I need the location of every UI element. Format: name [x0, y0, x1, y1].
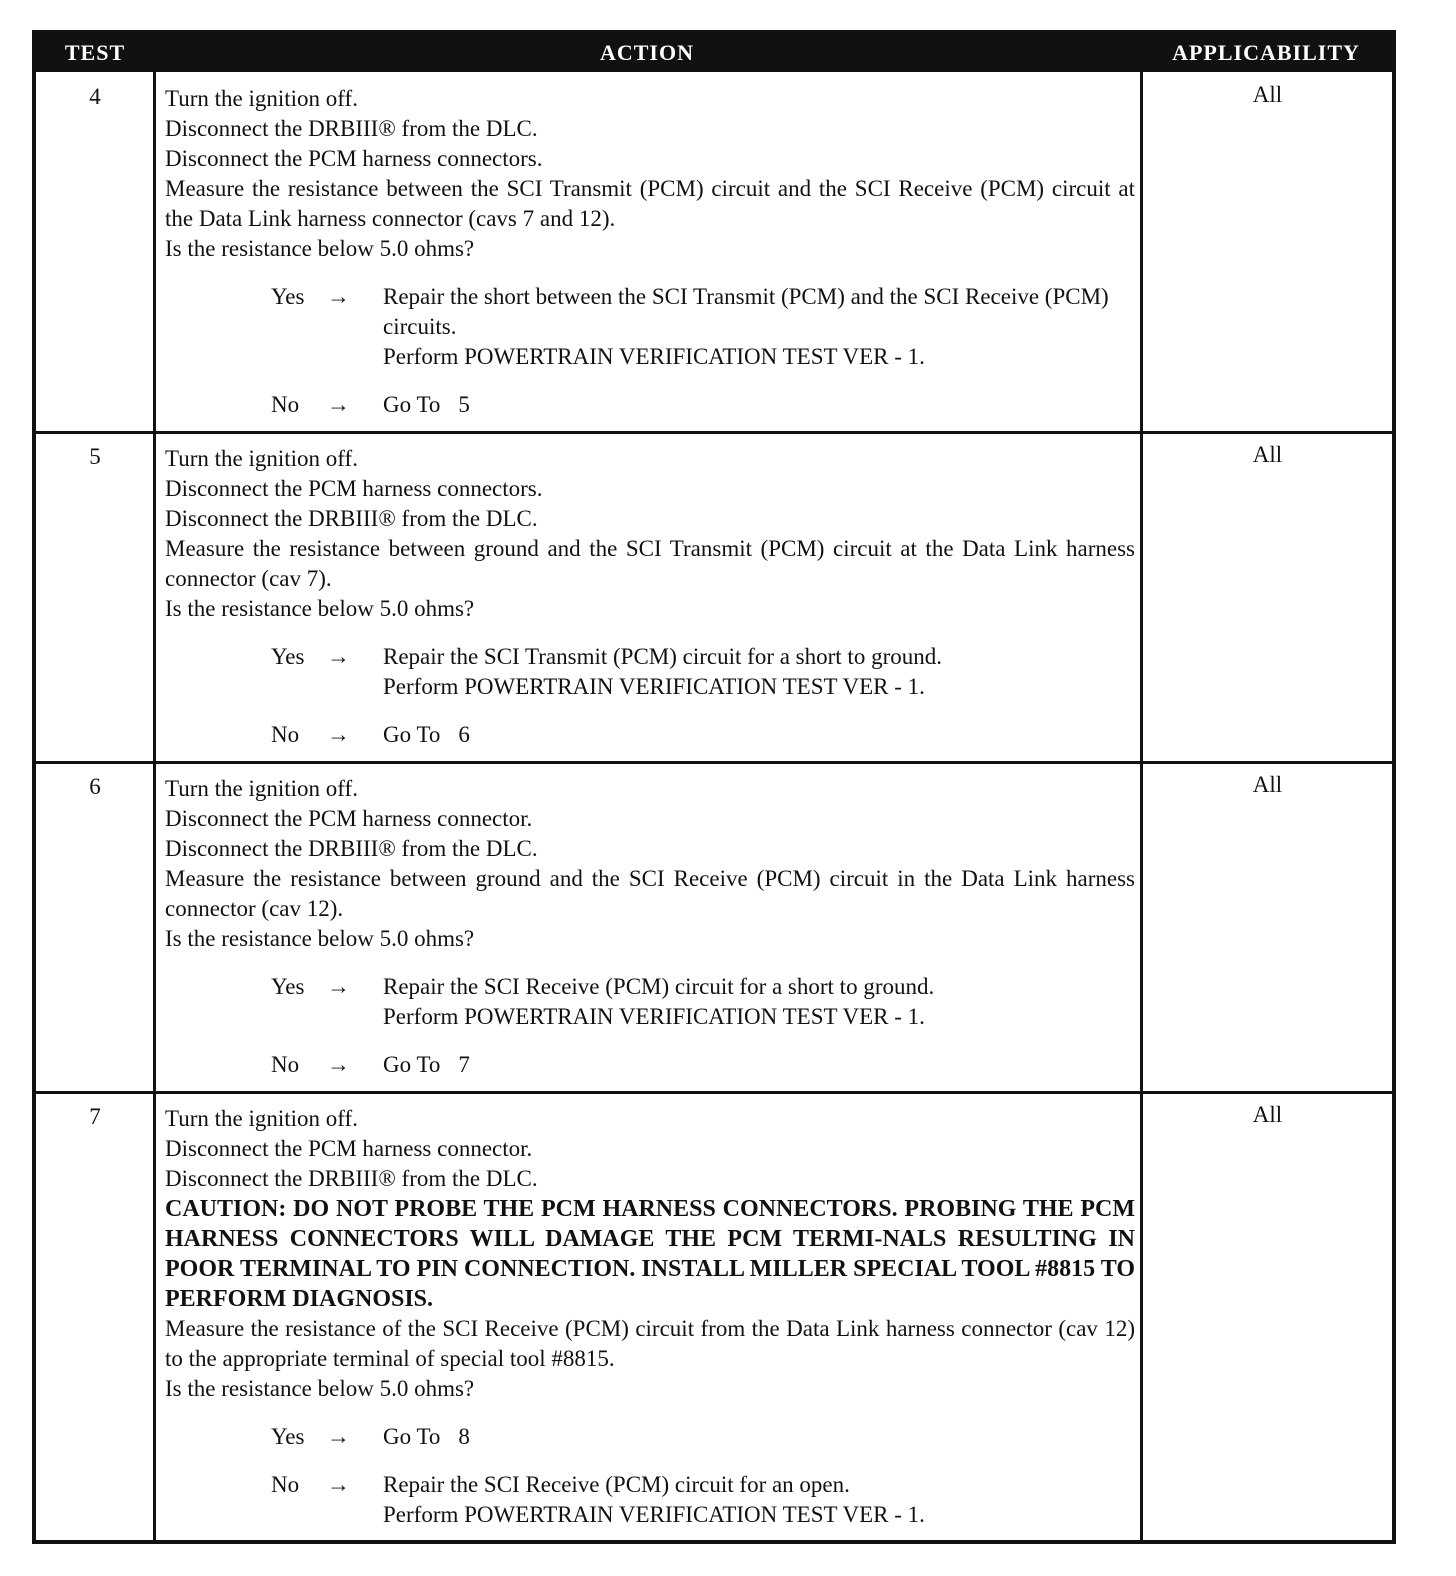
arrow-icon: → — [327, 644, 350, 669]
no-result — [383, 390, 1135, 420]
yes-result-line: Repair the SCI Transmit (PCM) circuit for a short to ground. — [383, 644, 942, 669]
action-question: Is the resistance below 5.0 ohms? — [165, 1376, 475, 1401]
action-step: Measure the resistance between ground and the SCI Receive (PCM) circuit in the Data Link harness connector (cav 12). — [165, 866, 1135, 921]
action-cell — [165, 84, 1135, 420]
test-number: 6 — [89, 774, 101, 799]
no-label: No — [271, 392, 300, 417]
action-step: Measure the resistance between ground and the SCI Transmit (PCM) circuit at the Data Link harness connector (cav 7). — [165, 536, 1135, 591]
no-result-line: Repair the SCI Receive (PCM) circuit for an open. — [383, 1472, 850, 1497]
no-outcome — [271, 1050, 1135, 1080]
action-step: Turn the ignition off. — [165, 446, 358, 471]
goto-number: 7 — [458, 1052, 470, 1077]
yes-outcome — [271, 642, 1135, 702]
caution-warning: CAUTION: DO NOT PROBE THE PCM HARNESS CONNECTORS. PROBING THE PCM HARNESS CONNECTORS WILL DAMAGE THE PCM TERMI-NALS RESULTING IN POOR TERMINAL TO PIN CONNECTION. INSTALL MILLER SPECIAL TOOL #8815 TO PERFORM DIAGNOSIS. — [165, 1196, 1135, 1312]
table-header — [36, 34, 1392, 72]
action-cell — [165, 1104, 1135, 1530]
action-cell — [165, 444, 1135, 750]
yes-label: Yes — [271, 284, 305, 309]
arrow-icon: → — [327, 1424, 350, 1449]
goto-number: 6 — [458, 722, 470, 747]
yes-result — [383, 282, 1135, 372]
action-step: Disconnect the DRBIII® from the DLC. — [165, 836, 538, 861]
yes-label: Yes — [271, 644, 305, 669]
action-step: Measure the resistance between the SCI Transmit (PCM) circuit and the SCI Receive (PCM) circuit at the Data Link harness connector (cavs 7 and 12). — [165, 176, 1135, 231]
yes-result-line: Perform POWERTRAIN VERIFICATION TEST VER - 1. — [383, 674, 925, 699]
yes-result — [383, 642, 1135, 702]
action-step: Measure the resistance of the SCI Receive (PCM) circuit from the Data Link harness connector (cav 12) to the appropriate terminal of special tool #8815. — [165, 1316, 1135, 1371]
action-step: Turn the ignition off. — [165, 86, 358, 111]
test-row-6 — [36, 762, 1392, 1092]
no-result — [383, 1470, 1135, 1530]
no-result — [383, 1050, 1135, 1080]
applicability-value: All — [1252, 442, 1283, 467]
test-row-7 — [36, 1092, 1392, 1540]
header-applicability: APPLICABILITY — [1172, 40, 1360, 65]
yes-outcome — [271, 972, 1135, 1032]
arrow-icon: → — [327, 392, 350, 417]
test-row-4 — [36, 72, 1392, 432]
yes-result — [383, 972, 1135, 1032]
applicability-value: All — [1252, 1102, 1283, 1127]
action-step: Disconnect the PCM harness connectors. — [165, 146, 543, 171]
action-cell — [165, 774, 1135, 1080]
header-test: TEST — [64, 40, 126, 65]
action-step: Disconnect the PCM harness connector. — [165, 806, 533, 831]
no-outcome — [271, 1470, 1135, 1530]
yes-outcome — [271, 1422, 1135, 1452]
test-number: 7 — [89, 1104, 101, 1129]
action-step: Disconnect the DRBIII® from the DLC. — [165, 116, 538, 141]
no-outcome — [271, 390, 1135, 420]
action-question: Is the resistance below 5.0 ohms? — [165, 596, 475, 621]
yes-label: Yes — [271, 974, 305, 999]
no-result — [383, 720, 1135, 750]
arrow-icon: → — [327, 722, 350, 747]
goto-label: Go To — [383, 1424, 441, 1449]
yes-result-line: Repair the SCI Receive (PCM) circuit for a short to ground. — [383, 974, 935, 999]
arrow-icon: → — [327, 284, 350, 309]
diagnostic-test-table — [32, 30, 1396, 1544]
yes-outcome — [271, 282, 1135, 372]
no-result-line: Perform POWERTRAIN VERIFICATION TEST VER - 1. — [383, 1502, 925, 1527]
goto-number: 5 — [458, 392, 470, 417]
action-step: Disconnect the DRBIII® from the DLC. — [165, 506, 538, 531]
goto-label: Go To — [383, 1052, 441, 1077]
no-label: No — [271, 722, 300, 747]
action-step: Disconnect the DRBIII® from the DLC. — [165, 1166, 538, 1191]
goto-label: Go To — [383, 392, 441, 417]
action-step: Disconnect the PCM harness connector. — [165, 1136, 533, 1161]
arrow-icon: → — [327, 1052, 350, 1077]
action-step: Disconnect the PCM harness connectors. — [165, 476, 543, 501]
action-question: Is the resistance below 5.0 ohms? — [165, 236, 475, 261]
yes-result — [383, 1422, 1135, 1452]
goto-number: 8 — [458, 1424, 470, 1449]
test-number: 4 — [89, 84, 101, 109]
yes-label: Yes — [271, 1424, 305, 1449]
yes-result-line: Perform POWERTRAIN VERIFICATION TEST VER - 1. — [383, 1004, 925, 1029]
test-number: 5 — [89, 444, 101, 469]
header-action: ACTION — [599, 40, 694, 65]
applicability-value: All — [1252, 772, 1283, 797]
applicability-value: All — [1252, 82, 1283, 107]
test-row-5 — [36, 432, 1392, 762]
no-label: No — [271, 1052, 300, 1077]
yes-result-line: Repair the short between the SCI Transmit (PCM) and the SCI Receive (PCM) circuits. — [383, 284, 1109, 339]
action-step: Turn the ignition off. — [165, 1106, 358, 1131]
no-outcome — [271, 720, 1135, 750]
action-step: Turn the ignition off. — [165, 776, 358, 801]
goto-label: Go To — [383, 722, 441, 747]
arrow-icon: → — [327, 1472, 350, 1497]
no-label: No — [271, 1472, 300, 1497]
yes-result-line: Perform POWERTRAIN VERIFICATION TEST VER - 1. — [383, 344, 925, 369]
action-question: Is the resistance below 5.0 ohms? — [165, 926, 475, 951]
arrow-icon: → — [327, 974, 350, 999]
